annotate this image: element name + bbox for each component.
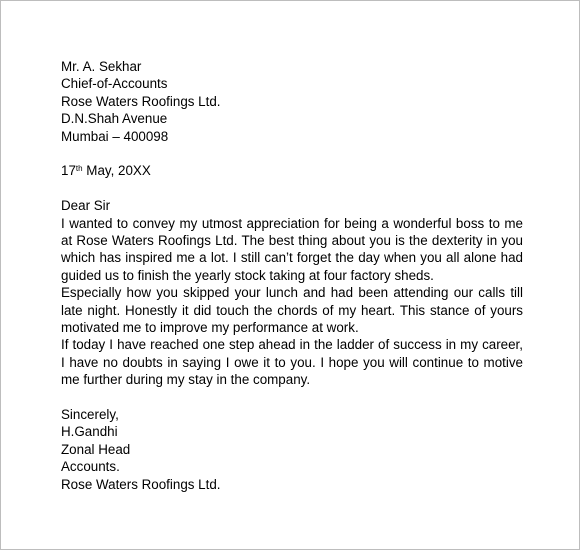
letter-body — [61, 58, 523, 493]
date-suffix: th — [75, 163, 83, 173]
recipient-address — [61, 58, 523, 145]
recipient-street: D.N.Shah Avenue — [61, 111, 168, 127]
valediction: Sincerely, — [61, 407, 119, 423]
recipient-name: Mr. A. Sekhar — [61, 59, 142, 74]
sender-company: Rose Waters Roofings Ltd. — [61, 476, 221, 492]
letter-date — [61, 162, 523, 179]
salutation-text: Dear Sir — [61, 198, 111, 214]
date-rest: May, 20XX — [82, 163, 151, 179]
salutation — [61, 197, 523, 214]
body-paragraph-3: If today I have reached one step ahead in the ladder of success in my career, I have no doubts in saying I owe it to you. I hope you will continue to motive me further during my stay in the company. — [61, 337, 523, 388]
sender-name: H.Gandhi — [61, 424, 118, 440]
recipient-city: Mumbai – 400098 — [61, 128, 169, 144]
sender-department: Accounts. — [61, 459, 120, 475]
sender-title: Zonal Head — [61, 441, 131, 457]
body-paragraph-1: I wanted to convey my utmost appreciation for being a wonderful boss to me at Rose Waters Roofings Ltd. The best thing about you is the dexterity in you which has inspired me a lot. I still can’t forget the day when you all alone had guided us to finish the yearly stock taking at four factory sheds. — [61, 215, 523, 283]
recipient-company: Rose Waters Roofings Ltd. — [61, 93, 221, 109]
recipient-designation: Chief-of-Accounts — [61, 76, 168, 92]
date-day: 17 — [61, 163, 76, 179]
body-paragraph-2: Especially how you skipped your lunch and had been attending our calls till late night. Honestly it did touch the chords of my heart. This stance of yours motivated me to improve my performance at work. — [61, 285, 523, 336]
closing-signature — [61, 406, 523, 493]
